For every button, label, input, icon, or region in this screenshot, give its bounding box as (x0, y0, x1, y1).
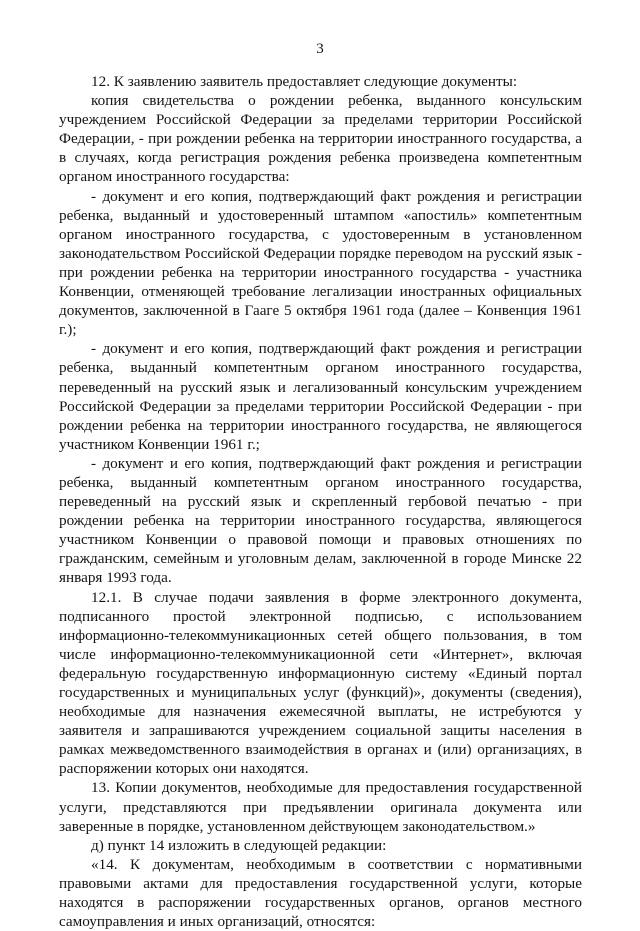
paragraph-13: 13. Копии документов, необходимые для предоставления государственной услуги, представляются при предъявлении оригинала документа или заверенные в порядке, установленном действующем законодательством.» (59, 779, 582, 835)
page-number: 3 (316, 41, 324, 57)
paragraph-12: 12. К заявлению заявитель предоставляет следующие документы: (91, 73, 518, 90)
paragraph-14: «14. К документам, необходимым в соответствии с нормативными правовыми актами для предоставления государственной услуги, которые находятся в распоряжении государственных органов, органов местного самоуправления и иных организаций, относятся: (59, 855, 582, 931)
paragraph-12-1: 12.1. В случае подачи заявления в форме электронного документа, подписанного простой электронной подписью, с использованием информационно-телекоммуникационных сетей общего пользования, в том числе информационно-телекоммуникационной сети «Интернет», включая федеральную государственную информационную систему «Единый портал государственных и муниципальных услуг (функций)», документы (сведения), необходимые для назначения ежемесячной выплаты, не истребуются у заявителя и запрашиваются учреждением социальной защиты населения в рамках межведомственного взаимодействия в органах и (или) организациях, в распоряжении которых они находятся. (59, 588, 582, 778)
paragraph-apostille-document: - документ и его копия, подтверждающий факт рождения и регистрации ребенка, выданный и удостоверенный штампом «апостиль» компетентным органом иностранного государства, с удостоверенным в установленном законодательством Российской Федерации порядке переводом на русский язык - при рождении ребенка на территории иностранного государства - участника Конвенции, отменяющей требование легализации иностранных официальных документов, заключенной в Гааге 5 октября 1961 года (далее – Конвенция 1961 г.); (59, 187, 582, 339)
paragraph-minsk-convention-document: - документ и его копия, подтверждающий факт рождения и регистрации ребенка, выданный компетентным органом иностранного государства, переведенный на русский язык и скрепленный гербовой печатью - при рождении ребенка на территории иностранного государства, являющегося участником Конвенции о правовой помощи и правовых отношениях по гражданским, семейным и уголовным делам, заключенной в городе Минске 22 января 1993 года. (59, 454, 582, 587)
document-body (59, 72, 582, 931)
paragraph-item-d: д) пункт 14 изложить в следующей редакции: (91, 836, 387, 854)
paragraph-legalized-document: - документ и его копия, подтверждающий факт рождения и регистрации ребенка, выданный компетентным органом иностранного государства, переведенный на русский язык и легализованный консульским учреждением Российской Федерации за пределами территории Российской Федерации - при рождении ребенка на территории иностранного государства, не являющегося участником Конвенции 1961 г.; (59, 340, 582, 453)
paragraph-birth-certificate-copy: копия свидетельства о рождении ребенка, выданного консульским учреждением Российской Федерации за пределами территории Российской Федерации, - при рождении ребенка на территории иностранного государства, а в случаях, когда регистрация рождения ребенка произведена компетентным органом иностранного государства: (59, 92, 582, 186)
